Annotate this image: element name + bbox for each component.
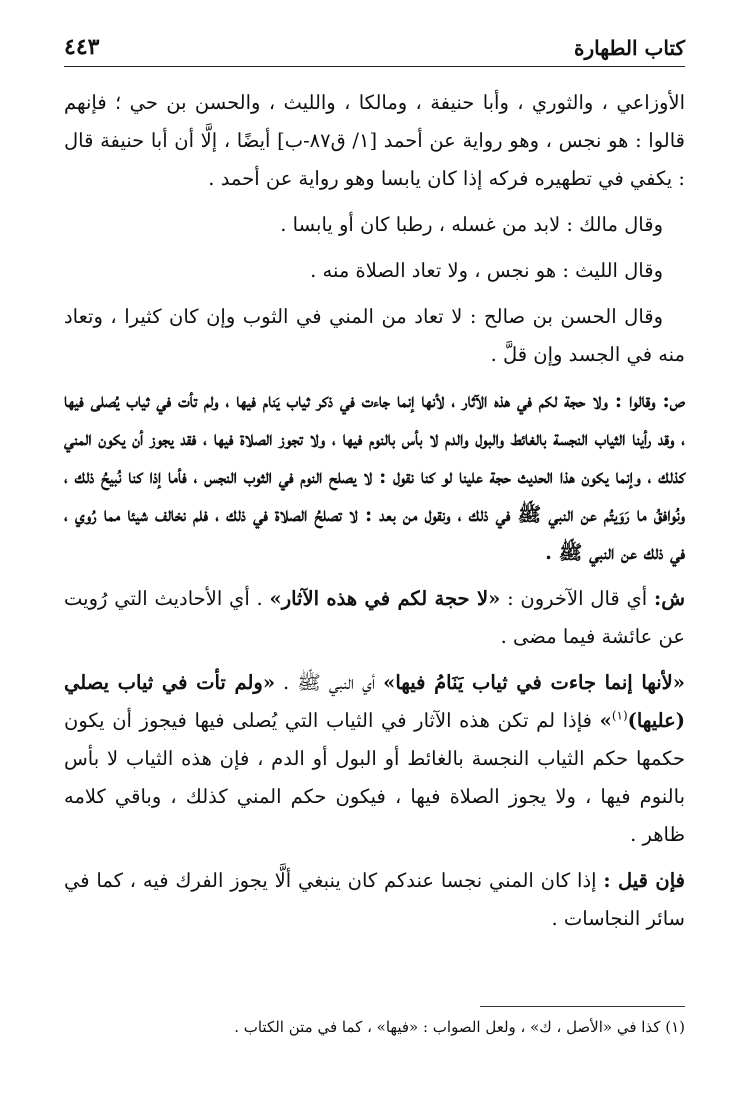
- sharh-label: ش:: [654, 587, 686, 610]
- page-number: ٤٤٣: [64, 34, 100, 60]
- paragraph: الأوزاعي ، والثوري ، وأبا حنيفة ، ومالكا ، والليث ، والحسن بن حي ؛ فإنهم قالوا : هو نجس ، وهو رواية عن أحمد [١/ ق٨٧-ب] أيضًا ، إلَّا أن أبا حنيفة قال : يكفي في تطهيره فركه إذا كان يابسا وهو رواية عن أحمد .: [64, 91, 685, 190]
- paragraph: وقال الحسن بن صالح : لا تعاد من المني في الثوب وإن كان كثيرا ، وتعاد منه في الجسد وإن قلَّ .: [64, 305, 685, 366]
- quoted-text-end: »: [599, 709, 612, 732]
- header-rule: [64, 66, 685, 67]
- matn-label: ص:: [662, 389, 685, 412]
- quoted-text: «لأنها إنما جاءت في ثياب يَنَامُ فيها»: [383, 671, 685, 694]
- paragraph: وقال الليث : هو نجس ، ولا تعاد الصلاة منه .: [310, 259, 663, 282]
- quoted-text: «ولم تأت في ثياب يصلي (عليها): [64, 671, 685, 732]
- sharh-paragraph: [64, 580, 685, 656]
- sharh-paragraph: [64, 664, 685, 854]
- sharh-text: أي قال الآخرون :: [500, 587, 654, 610]
- footnote-rule: [480, 1006, 685, 1007]
- sharh-text: فإذا لم تكن هذه الآثار في الثياب التي يُصلى فيها فيجوز أن يكون حكمها حكم الثياب النجسة بالغائط أو البول أو الدم ، فإن هذه الثياب لا بأس بالنوم فيها ، ولا يجوز الصلاة فيها ، فيكون حكم المني كذلك ، وباقي كلامه ظاهر .: [64, 709, 685, 846]
- running-header: [64, 30, 685, 64]
- quoted-text: «لا حجة لكم في هذه الآثار»: [269, 587, 501, 610]
- sharh-text: أي النبي ﷺ .: [275, 671, 384, 694]
- question-text: إذا كان المني نجسا عندكم كان ينبغي ألَّا يجوز الفرك فيه ، كما في سائر النجاسات .: [64, 869, 685, 930]
- sharh-text: . أي الأحاديث التي رُويت عن عائشة فيما مضى .: [64, 587, 685, 648]
- question-label: فإن قيل :: [603, 869, 685, 892]
- footnote: (١) كذا في «الأصل ، ك» ، ولعل الصواب : «فيها» ، كما في متن الكتاب .: [234, 1018, 685, 1036]
- matn-paragraph: [64, 382, 685, 572]
- question-paragraph: [64, 862, 685, 938]
- paragraph: وقال مالك : لابد من غسله ، رطبا كان أو يابسا .: [280, 213, 663, 236]
- matn-text: وقالوا : ولا حجة لكم في هذه الآثار ، لأنها إنما جاءت في ذكر ثياب يَنام فيها ، ولم تأت في ثياب يُصلى فيها ، وقد رأينا الثياب النجسة بالغائط والبول والدم لا بأس بالنوم فيها ، ولا تجوز الصلاة فيها ، فقد يجوز أن يكون المني كذلك ، وإنما يكون هذا الحديث حجة علينا لو كنا نقول : لا يصلح النوم في الثوب النجس ، فأما إذا كنا نُبيحُ ذلك ، ونُوافقُ ما رَوَيتُم عن النبي ﷺ في ذلك ، ونقول من بعد : لا تصلحُ الصلاة في ذلك ، فلم نخالف شيئا مما رُوي ، في ذلك عن النبي ﷺ .: [64, 389, 685, 564]
- footnote-marker[interactable]: (١): [611, 708, 628, 723]
- main-text: [64, 84, 685, 946]
- book-title: كتاب الطهارة: [574, 36, 685, 60]
